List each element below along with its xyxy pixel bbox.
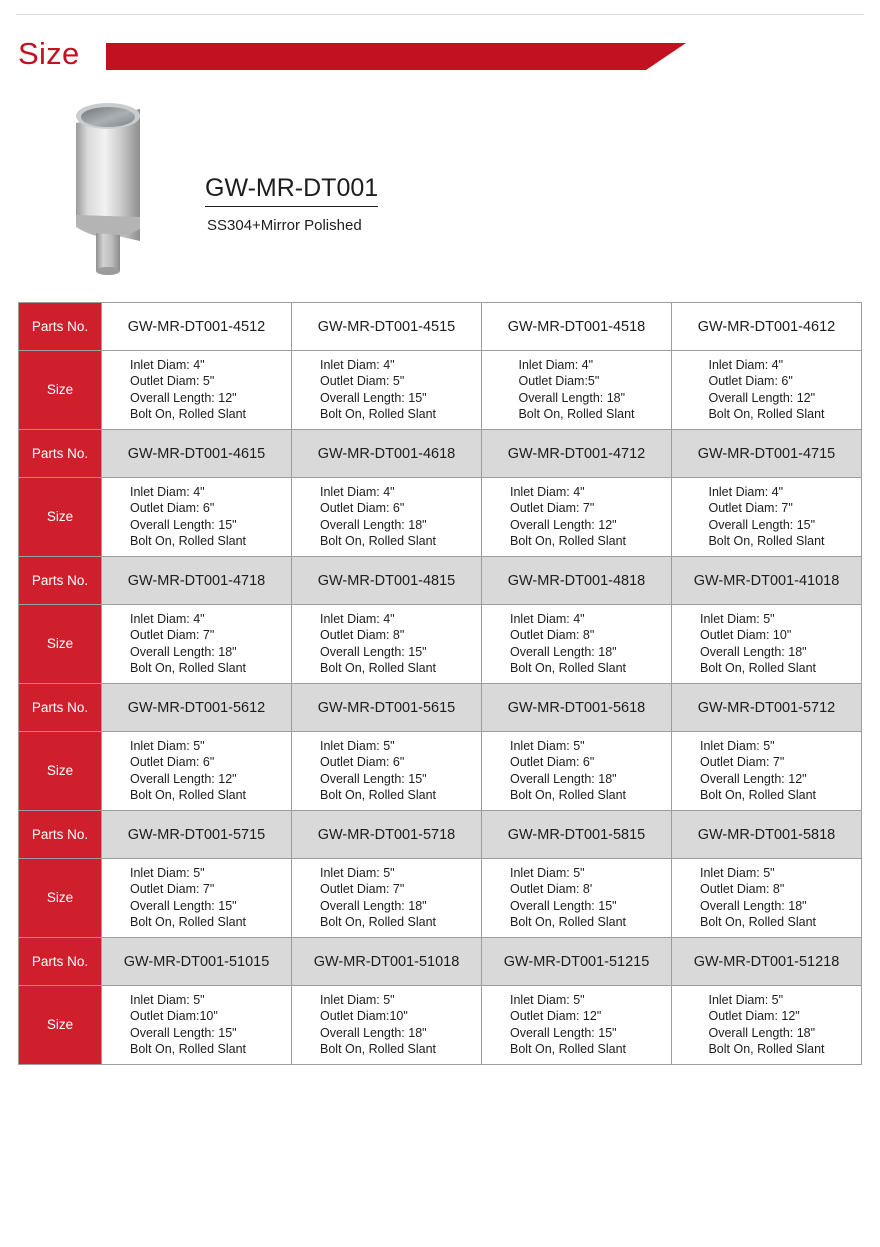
part-number-cell: GW-MR-DT001-4815: [292, 557, 482, 605]
size-cell: Inlet Diam: 4" Outlet Diam: 6" Overall Length: 18" Bolt On, Rolled Slant: [292, 478, 482, 557]
table-row: [19, 351, 862, 430]
size-cell: Inlet Diam: 5" Outlet Diam: 8' Overall Length: 15" Bolt On, Rolled Slant: [482, 859, 672, 938]
table-row: [19, 859, 862, 938]
size-cell: Inlet Diam: 4" Outlet Diam: 5" Overall Length: 12" Bolt On, Rolled Slant: [102, 351, 292, 430]
page-header: [18, 34, 862, 78]
size-cell: Inlet Diam: 5" Outlet Diam:10" Overall Length: 18" Bolt On, Rolled Slant: [292, 986, 482, 1065]
part-number-cell: GW-MR-DT001-5715: [102, 811, 292, 859]
part-number-cell: GW-MR-DT001-5818: [672, 811, 862, 859]
size-cell: Inlet Diam: 5" Outlet Diam:10" Overall Length: 15" Bolt On, Rolled Slant: [102, 986, 292, 1065]
row-label-parts-no: Parts No.: [19, 684, 102, 732]
part-number-cell: GW-MR-DT001-4818: [482, 557, 672, 605]
part-number-cell: GW-MR-DT001-5718: [292, 811, 482, 859]
product-photo: [68, 95, 178, 275]
row-label-parts-no: Parts No.: [19, 811, 102, 859]
part-number-cell: GW-MR-DT001-4515: [292, 303, 482, 351]
part-number-cell: GW-MR-DT001-4612: [672, 303, 862, 351]
part-number-cell: GW-MR-DT001-4518: [482, 303, 672, 351]
part-number-cell: GW-MR-DT001-5815: [482, 811, 672, 859]
row-label-parts-no: Parts No.: [19, 938, 102, 986]
row-label-parts-no: Parts No.: [19, 430, 102, 478]
size-cell: Inlet Diam: 4" Outlet Diam: 7" Overall Length: 12" Bolt On, Rolled Slant: [482, 478, 672, 557]
size-cell: Inlet Diam: 4" Outlet Diam: 8" Overall Length: 18" Bolt On, Rolled Slant: [482, 605, 672, 684]
table-row: [19, 478, 862, 557]
part-number-cell: GW-MR-DT001-41018: [672, 557, 862, 605]
part-number-cell: GW-MR-DT001-51018: [292, 938, 482, 986]
table-row: [19, 732, 862, 811]
size-cell: Inlet Diam: 5" Outlet Diam: 6" Overall Length: 15" Bolt On, Rolled Slant: [292, 732, 482, 811]
table-row: [19, 430, 862, 478]
table-row: [19, 938, 862, 986]
part-number-cell: GW-MR-DT001-4718: [102, 557, 292, 605]
part-number-cell: GW-MR-DT001-5612: [102, 684, 292, 732]
top-divider: [16, 14, 864, 15]
size-cell: Inlet Diam: 5" Outlet Diam: 12" Overall Length: 18" Bolt On, Rolled Slant: [672, 986, 862, 1065]
size-cell: Inlet Diam: 5" Outlet Diam: 10" Overall Length: 18" Bolt On, Rolled Slant: [672, 605, 862, 684]
size-cell: Inlet Diam: 5" Outlet Diam: 12" Overall Length: 15" Bolt On, Rolled Slant: [482, 986, 672, 1065]
table-row: [19, 811, 862, 859]
part-number-cell: GW-MR-DT001-4715: [672, 430, 862, 478]
size-cell: Inlet Diam: 5" Outlet Diam: 8" Overall Length: 18" Bolt On, Rolled Slant: [672, 859, 862, 938]
table-row: [19, 986, 862, 1065]
table-row: [19, 303, 862, 351]
product-material: SS304+Mirror Polished: [207, 217, 362, 234]
row-label-size: Size: [19, 986, 102, 1065]
table-row: [19, 684, 862, 732]
part-number-cell: GW-MR-DT001-4512: [102, 303, 292, 351]
part-number-cell: GW-MR-DT001-5615: [292, 684, 482, 732]
part-number-cell: GW-MR-DT001-51015: [102, 938, 292, 986]
row-label-size: Size: [19, 732, 102, 811]
row-label-parts-no: Parts No.: [19, 303, 102, 351]
product-summary: [60, 95, 760, 285]
table-row: [19, 605, 862, 684]
product-text-block: [205, 173, 625, 236]
size-cell: Inlet Diam: 4" Outlet Diam: 7" Overall Length: 18" Bolt On, Rolled Slant: [102, 605, 292, 684]
size-cell: Inlet Diam: 5" Outlet Diam: 6" Overall Length: 18" Bolt On, Rolled Slant: [482, 732, 672, 811]
row-label-size: Size: [19, 478, 102, 557]
size-cell: Inlet Diam: 5" Outlet Diam: 6" Overall Length: 12" Bolt On, Rolled Slant: [102, 732, 292, 811]
size-cell: Inlet Diam: 4" Outlet Diam: 8" Overall Length: 15" Bolt On, Rolled Slant: [292, 605, 482, 684]
row-label-size: Size: [19, 605, 102, 684]
size-cell: Inlet Diam: 4" Outlet Diam: 5" Overall Length: 15" Bolt On, Rolled Slant: [292, 351, 482, 430]
size-cell: Inlet Diam: 5" Outlet Diam: 7" Overall Length: 12" Bolt On, Rolled Slant: [672, 732, 862, 811]
header-banner-shape: [106, 43, 686, 70]
size-cell: Inlet Diam: 4" Outlet Diam: 7" Overall Length: 15" Bolt On, Rolled Slant: [672, 478, 862, 557]
row-label-size: Size: [19, 859, 102, 938]
size-cell: Inlet Diam: 5" Outlet Diam: 7" Overall Length: 15" Bolt On, Rolled Slant: [102, 859, 292, 938]
part-number-cell: GW-MR-DT001-5712: [672, 684, 862, 732]
table-body: [19, 303, 862, 1065]
part-number-cell: GW-MR-DT001-51215: [482, 938, 672, 986]
specification-table: [18, 302, 862, 1065]
part-number-cell: GW-MR-DT001-4615: [102, 430, 292, 478]
row-label-parts-no: Parts No.: [19, 557, 102, 605]
part-number-cell: GW-MR-DT001-4618: [292, 430, 482, 478]
size-cell: Inlet Diam: 4" Outlet Diam: 6" Overall Length: 15" Bolt On, Rolled Slant: [102, 478, 292, 557]
size-cell: Inlet Diam: 4" Outlet Diam:5" Overall Length: 18" Bolt On, Rolled Slant: [482, 351, 672, 430]
table-row: [19, 557, 862, 605]
size-cell: Inlet Diam: 4" Outlet Diam: 6" Overall Length: 12" Bolt On, Rolled Slant: [672, 351, 862, 430]
part-number-cell: GW-MR-DT001-4712: [482, 430, 672, 478]
page-title: Size: [18, 36, 80, 71]
part-number-cell: GW-MR-DT001-51218: [672, 938, 862, 986]
size-cell: Inlet Diam: 5" Outlet Diam: 7" Overall Length: 18" Bolt On, Rolled Slant: [292, 859, 482, 938]
part-number-cell: GW-MR-DT001-5618: [482, 684, 672, 732]
product-model: GW-MR-DT001: [205, 173, 378, 207]
row-label-size: Size: [19, 351, 102, 430]
